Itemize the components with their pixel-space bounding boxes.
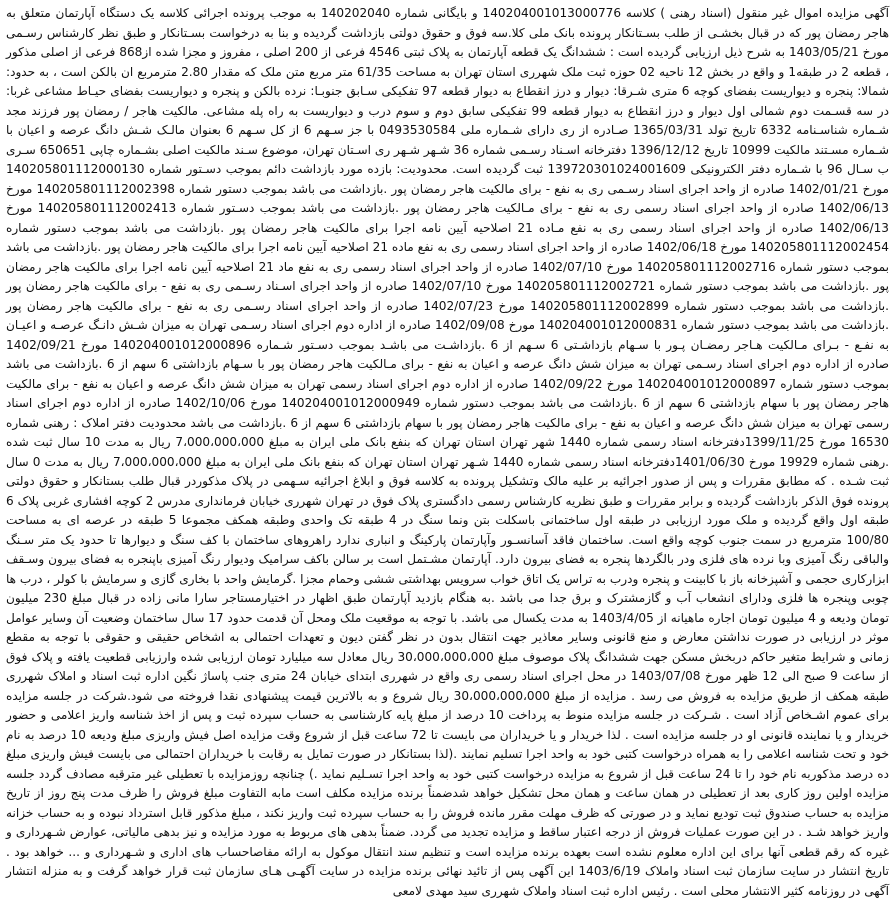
auction-notice-text: آگهی مزایده اموال غیر منقول (اسناد رهنی ) کلاسه 140204001013000776 و بایگانی شماره 140202040 به موجب پرونده اجرائی کلاسه یک دستگاه آپارتمان متعلق به هاجر رمضان پور که در قبال بخشـی از طلب بسـتانکار پرونده بانک ملی کلا.سه فوق و حقوق دولتی بازداشت گردیده و بنا به درخواست بسـتانکار و طبق نظر کارشناس رسـمی مورخ 1403/05/21 به شرح ذیل ارزیابی گردیده است : ششدانگ یک قطعه آپارتمان به پلاک ثبتی 4546 فرعی از 200 اصلی ، مفروز و مجزا شده از868 فرعی از اصلی مذکور ، قطعه 2 در طبقه1 و واقع در بخش 12 ناحیه 02 حوزه ثبت ملک شهرری استان تهران به مساحت 61/35 متر مربع متن ملک که مقدار 2.80 مترمربع ان بالکن است ، به حدود: شمالا: پنجره و دیواریست بفضای کوچه 6 متری شـرقا: دیوار و درز انقطاع به دیوار قطعه 97 تفکیکی سـابق جنوبـا: نرده بالکن و پنجره و دیواریست بفضای حیـاط مشاعی غربا: در سه قسـمت دوم شمالی اول دیوار و درز انقطاع به دیوار قطعه 99 تفکیکی سابق دوم و سوم درب و دیواریست به راه پله مشاعی. مالکیت هاجر / رمضان پور فرزند مجد شـماره شناسـنامه 6332 تاریخ تولد 1365/03/31 صـادره از ری دارای شـماره ملی 0493530584 با جز سـهم 6 از کل سـهم 6 بعنوان مالـک شـش دانگ عرصه و اعیان با شـماره مسـتند مالکیت 10999 تاریخ 1396/12/12 دفترخانه اسـناد رسـمی شماره 36 شـهر شـهر ری اسـتان تهران، موضوع سـند مالکیت اصلی بشـماره چاپی 650651 سـری ب سـال 96 با شـماره دفتر الکترونیکی 139720301024001609 ثبت گردیده است. محدودیت: بازده مورد بازداشت دائم بموجب دسـتور شماره 140205801112000130 مورخ 1402/01/21 صادره از واحد اجرای اسناد رسـمی ری به نفع - برای مالکیت هاجر رمضان پور .بازداشت می باشد بموجب دستور شماره 140205801112002398 مورخ 1402/06/13 صادره از واحد اجرای اسناد رسمی ری به نفع - برای مـالکیت هاجر رمضان پور .بازداشت می باشد بموجب دسـتور شماره 140205801112002413 مورخ 1402/06/13 صادره از واحد اجرای اسناد رسمی ری به نفع مـاده 21 اصلاحیه آیین نامه اجرا برای مالکیت هاجر رمضان پور .بازداشت می باشد بموجب دستور شماره 140205801112002454 مورخ 1402/06/18 صادره از واحد اجرای اسناد رسمی ری به نفع ماده 21 اصلاحیه آیین نامه اجرا برای مالکیت هاجر رمضان پور .بازداشت می باشد بموجب دستور شماره 140205801112002716 مورخ 1402/07/10 صادره از واحد اجرای اسناد رسمی ری به نفع ماد 21 اصلاحیه آیین نامه اجرا برای مالکیت هاجر رمضان پور .بازداشت می باشد بموجب دستور شماره 140205801112002721 مورخ 1402/07/10 صادره از واحد اجرای اسـناد رسـمی ری به نفع - برای مالکیت هاجر رمضان پور .بازداشت می باشد بموجب دستور شماره 140205801112002899 مورخ 1402/07/23 صادره از واحد اجرای اسناد رسـمی ری به نفع - برای مالکیت هاجر رمضان پور .بازداشت می باشد بموجب دستور شماره 140204001012000831 مورخ 1402/09/08 صادره از اداره دوم اجرای اسناد رسـمی تهران به میزان شـش دانـگ عرصـه و اعیـان به نفـع - بـرای مـالکیت هـاجر رمضـان پـور با سـهام بازداشـتی 6 سـهم از 6 .بازداشـت می باشـد بموجب دسـتور شـماره 140204001012000896 مورخ 1402/09/21 صادره از اداره دوم اجرای اسناد رسـمی تهران به میزان شش دانگ عرصه و اعیان به نفع - برای مـالکیت هاجر رمضان پور با سـهام بازداشتی 6 سهم از 6 .بازداشت می باشد بموجب دستور شماره 140204001012000897 مورخ 1402/09/22 صادره از اداره دوم اجرای اسناد رسمی تهران به میزان شش دانگ عرصه و اعیان به نفع - برای مالکیت هاجر رمضان پور با سهام بازداشتی 6 سهم از 6 .بازداشت می باشد بموجب دستور شماره 140204001012000949 مورخ 1402/10/06 صادره از اداره دوم اجرای اسناد رسمی تهران به میزان شش دانگ عرصه و اعیان به نفع - برای مالکیت هاجر رمضان پور با سهام بازداشتی 6 سهم از 6 .بازداشت می باشد محدودیت دفتر املاک : رهنی شماره 16530 مورخ 1399/11/25دفترخانه اسناد رسمی شماره 1440 شهر تهران استان تهران که بنفع بانک ملی ایران به مبلغ 7،000،000،000 ریال به مدت 10 سال ثبت شده .رهنی شماره 19929 مورخ 1401/06/30دفترخانه اسناد رسمی شماره 1440 شـهر تهران استان تهران که بنفع بانک ملی ایران به مبلغ 7،000،000،000 ریال به مدت 0 سال ثبت شـده . که مطابق مقررات و پس از صدور اجرائیه بر علیه مالک وتشکیل پرونده به کلاسه فوق و ابلاغ اجرائیه سـهمی در پلاک مذکوردر قبال طلب بستانکار و حقوق دولتی پرونده فوق الذکر بازداشت گردیده و برابر مقررات و طبق نظریه کارشناس رسمی دادگستری پلاک فوق در تهران شهرری خیابان فرمانداری مدرس 2 کوچه افشاری غربی پلاک 6 طبقه اول واقع گردیده و ملک مورد ارزیابی در طبقه اول ساختمانی باسکلت بتن ونما سنگ در 4 طبقه تک واحدی وطبقه همکف مجموعا 5 طبقه در عرصه ای به مساحت 100/80 مترمربع در سمت جنوب کوچه واقع است. ساختمان فاقد آسانسـور وآپارتمان پارکینگ و انباری ندارد راهروهای ساختمان با کف سنگ و دیوارها تا حدود یک متر سـنگ والباقی رنگ آمیزی وبا نرده های فلزی ودر بالگردها پنجره به فضای بیرون دارد. آپارتمان مشـتمل است بر سالن باکف سرامیک ودیوار رنگ آمیزی باپنجره به فضای بیرون وسـقف ابزارکاری حجمی و آشپزخانه باز با کابینت و پنجره ودرب به تراس یک اتاق خواب سرویس بهداشتی ششی وحمام مجزا .گرمایش واحد با بخاری گازی و سرمایش با کولر ، درب ها چوبی وپنجره ها فلزی ودارای انشعاب آب و گازمشترک و برق جدا می باشد .به هنگام بازدید آپارتمان طبق اظهار در اختیارمستاجر سارا مانی زاده در قبال مبلغ 230 میلیون تومان ودیعه و 4 میلیون تومان اجاره ماهیانه از 1403/4/05 به مدت یکسال می باشد. با توجه به موقعیت ملک ومحل آن قدمت حدود 17 سال ساختمان وضعیت آن وسایر عوامل موثر در ارزیابی در صورت نداشتن معارض و منع قانونی وسایر معاذیر جهت انتقال بدون در نظر گفتن دیون و تعهدات احتمالی به اشخاص حقیقی و حقوقی با توجه به مقطع زمانی و شرایط متغیر حاکم دربخش مسکن جهت ششدانگ پلاک موصوف مبلغ 30،000،000،000 ریال معادل سه میلیارد تومان ارزیابی شده وارزیابی قطعیت یافته و پلاک فوق از ساعت 9 صبح الی 12 ظهر مورخ 1403/07/08 در محل اجرای اسناد رسمی ری واقع در شهرری ابتدای خیابان 24 متری جنب پاساژ نگین اداره ثبت اسناد و املاک شهرری طبقه همکف از طریق مزایده به فروش می رسد . مزایده از مبلغ 30،000،000،000 ریال شروع و به بالاترین قیمت پیشنهادی نقدا فروخته می شود.شرکت در جلسه مزایده برای عموم اشـخاص آزاد است . شـرکت در جلسه مزایده منوط به پرداخت 10 درصد از مبلغ پایه کارشناسی به حساب سپرده ثبت و پس از اخذ شناسه واریز اعلامی و حضور خریدار و یا نماینده قانونی او در جلسه مزایده است . لذا خریدار و یا خریداران می بایست تا 72 ساعت قبل از شروع وقت مزایده اصل فیش واریزی مبلغ ودیعه 10 درصد به نام خود و تحت شناسه اعلامی را به همراه درخواست کتبی خود به واحد اجرا تسلیم نمایند .(لذا بستانکار در صورت تمایل به رقابت با خریداران احتمالی می بایست فیش واریزی مبلغ ده درصد مذکوربه نام خود را تا 24 ساعت قبل از شروع به مزایده درخواست کتبی خود به واحد اجرا تسـلیم نماید .) چنانچه روزمزایده با تعطیلی غیر مترقبه مصادف گردد جلسه مزایده اولین روز کاری بعد از تعطیلی در همان ساعت و همان محل تشکیل خواهد شدضمناً برنده مزایده مکلف است مابه التفاوت مبلغ فروش را ظرف مدت پنج روز از تاریخ مزایده به حساب صندوق ثبت تودیع نماید و در صورتی که ظرف مهلت مقرر مانده فروش را به حساب سپرده ثبت واریز نکند ، مبلغ مذکور قابل استرداد نبوده و به حساب خزانه واریز خواهد شـد . در این صورت عملیات فروش از درجه اعتبار ساقط و مزایده تجدید می گردد. ضمناً بدهی های مربوط به مورد مزایده و نیز بدهی مالیاتی، عوارض شـهرداری و غیره که رقم قطعی آنها برای این اداره معلوم نشده است بعهده برنده مزایده است و تنظیم سند انتقال موکول به ارائه مفاصاحساب های اداری و شـهرداری و ... خواهد بود . تاریخ انتشار در سایت سازمان ثبت اسناد واملاک 1403/6/19 این آگهی پس از تائید نهائی برنده مزایده در سایت آگهـی هـای سازمان ثبت قرار خواهد گرفت و به منزله انتشار آگهی در روزنامه کثیر الانتشار محلی است . رئیس اداره ثبت اسناد واملاک شهرری سید مهدی لامعی	[6, 6, 890, 898]
